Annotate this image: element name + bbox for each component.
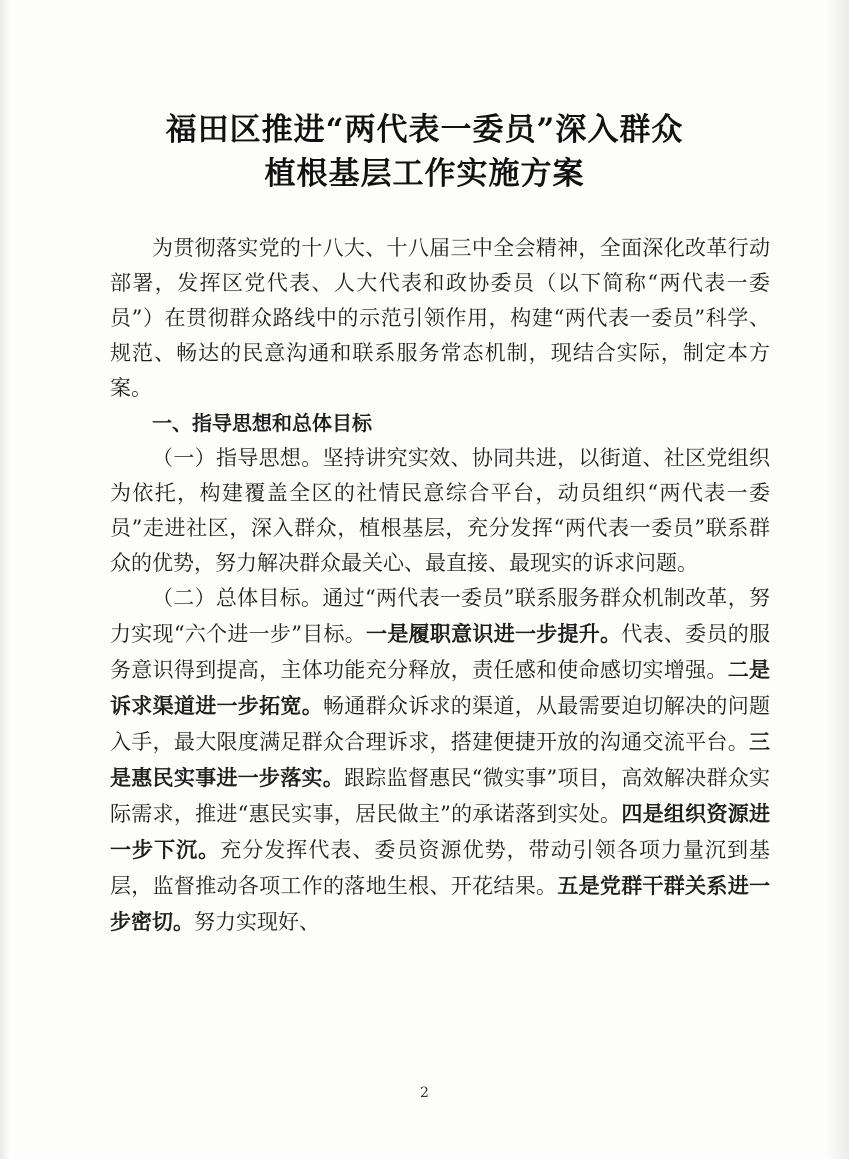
goal-4-title: 四是组织资源进一步下沉。 bbox=[110, 801, 770, 862]
goal-1-text: 代表、委员的服务意识得到提高，主体功能充分释放，责任感和使命感切实增强。 bbox=[110, 622, 770, 682]
document-title bbox=[0, 108, 849, 196]
goal-3-text: 跟踪监督惠民“微实事”项目，高效解决群众实际需求，推进“惠民实事，居民做主”的承诺落到实处。 bbox=[110, 766, 770, 826]
goal-intro: 通过“两代表一委员”联系服务群众机制改革，努力实现“六个进一步”目标。 bbox=[110, 586, 770, 646]
goal-2-text: 畅通群众诉求的渠道，从最需要迫切解决的问题入手，最大限度满足群众合理诉求，搭建便捷开放的沟通交流平台。 bbox=[110, 694, 770, 754]
document-body bbox=[110, 231, 770, 940]
goal-3-title: 三是惠民实事进一步落实。 bbox=[110, 729, 770, 790]
goal-4-text: 充分发挥代表、委员资源优势，带动引领各项力量沉到基层，监督推动各项工作的落地生根、开花结果。 bbox=[110, 838, 771, 898]
guiding-label: （一）指导思想。 bbox=[152, 446, 323, 470]
goal-5-title: 五是党群干群关系进一步密切。 bbox=[110, 873, 771, 934]
goal-1-title: 一是履职意识进一步提升。 bbox=[366, 621, 622, 646]
page-number: 2 bbox=[420, 1085, 429, 1101]
intro-paragraph: 为贯彻落实党的十八大、十八届三中全会精神，全面深化改革行动部署，发挥区党代表、人大代表和政协委员（以下简称“两代表一委员”）在贯彻群众路线中的示范引领作用，构建“两代表一委员”科学、规范、畅达的民意沟通和联系服务常态机制，现结合实际，制定本方案。 bbox=[110, 236, 770, 400]
title-line-2: 植根基层工作实施方案 bbox=[264, 156, 585, 192]
guiding-text: 坚持讲究实效、协同共进，以街道、社区党组织为依托，构建覆盖全区的社情民意综合平台，动员组织“两代表一委员”走进社区，深入群众，植根基层，充分发挥“两代表一委员”联系群众的优势，努力解决群众最关心、最直接、最现实的诉求问题。 bbox=[110, 446, 771, 575]
goal-5-text: 努力实现好、 bbox=[194, 910, 320, 934]
goal-2-title: 二是诉求渠道进一步拓宽。 bbox=[110, 657, 771, 718]
section-1-heading: 一、指导思想和总体目标 bbox=[152, 411, 372, 435]
title-line-1: 福田区推进“两代表一委员”深入群众 bbox=[165, 112, 684, 148]
goal-label: （二）总体目标。 bbox=[152, 586, 323, 610]
section-heading-paragraph bbox=[110, 406, 770, 441]
guiding-paragraph bbox=[110, 441, 770, 581]
goal-paragraph bbox=[110, 581, 770, 940]
